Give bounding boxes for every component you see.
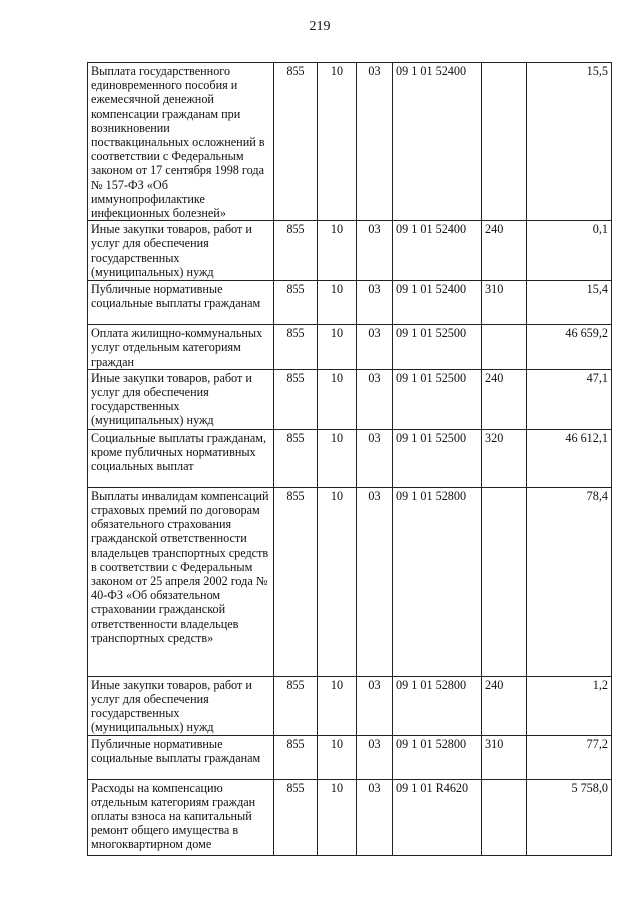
expense-type-cell [482,779,527,855]
expense-type-cell: 240 [482,221,527,281]
row-name-cell: Расходы на компенсацию отдельным категориям граждан оплаты взноса на капитальный ремонт общего имущества в многоквартирном доме [88,779,274,855]
section-cell: 10 [318,779,357,855]
table-row [88,369,612,429]
target-article-cell: 09 1 01 52400 [393,281,482,325]
amount-cell: 46 659,2 [527,325,612,370]
expense-type-cell: 240 [482,369,527,429]
expense-type-cell: 310 [482,281,527,325]
ved-cell: 855 [274,429,318,487]
amount-cell: 77,2 [527,735,612,779]
target-article-cell: 09 1 01 52500 [393,369,482,429]
ved-cell: 855 [274,779,318,855]
target-article-cell: 09 1 01 52800 [393,676,482,735]
amount-cell: 47,1 [527,369,612,429]
row-name-cell: Публичные нормативные социальные выплаты гражданам [88,735,274,779]
row-name-cell: Иные закупки товаров, работ и услуг для обеспечения государственных (муниципальных) нужд [88,676,274,735]
expense-type-cell [482,325,527,370]
subsection-cell: 03 [357,735,393,779]
section-cell: 10 [318,487,357,676]
ved-cell: 855 [274,325,318,370]
row-name-cell: Выплата государственного единовременного пособия и ежемесячной денежной компенсации гражданам при возникновении поствакцинальных осложнений в соответствии с Федеральным законом от 17 сентября 1998 года № 157-ФЗ «Об иммунопрофилактике инфекционных болезней» [88,63,274,221]
amount-cell: 15,5 [527,63,612,221]
expense-type-cell [482,487,527,676]
table-row [88,735,612,779]
amount-cell: 46 612,1 [527,429,612,487]
table-row [88,63,612,221]
section-cell: 10 [318,735,357,779]
ved-cell: 855 [274,281,318,325]
subsection-cell: 03 [357,779,393,855]
ved-cell: 855 [274,63,318,221]
table-row [88,281,612,325]
target-article-cell: 09 1 01 52400 [393,63,482,221]
subsection-cell: 03 [357,369,393,429]
section-cell: 10 [318,325,357,370]
subsection-cell: 03 [357,281,393,325]
target-article-cell: 09 1 01 52400 [393,221,482,281]
table-row [88,676,612,735]
amount-cell: 5 758,0 [527,779,612,855]
ved-cell: 855 [274,676,318,735]
subsection-cell: 03 [357,429,393,487]
target-article-cell: 09 1 01 52500 [393,325,482,370]
table-row [88,325,612,370]
amount-cell: 1,2 [527,676,612,735]
target-article-cell: 09 1 01 52800 [393,487,482,676]
section-cell: 10 [318,63,357,221]
budget-table [87,62,612,856]
ved-cell: 855 [274,369,318,429]
table-row [88,487,612,676]
page-number: 219 [309,19,331,34]
subsection-cell: 03 [357,221,393,281]
expense-type-cell [482,63,527,221]
expense-type-cell: 240 [482,676,527,735]
section-cell: 10 [318,281,357,325]
amount-cell: 15,4 [527,281,612,325]
ved-cell: 855 [274,735,318,779]
row-name-cell: Оплата жилищно-коммунальных услуг отдельным категориям граждан [88,325,274,370]
row-name-cell: Выплаты инвалидам компенсаций страховых премий по договорам обязательного страхования гражданской ответственности владельцев транспортных средств в соответствии с Федеральным законом от 25 апреля 2002 года № 40-ФЗ «Об обязательном страховании гражданской ответственности владельцев транспортных средств» [88,487,274,676]
expense-type-cell: 310 [482,735,527,779]
target-article-cell: 09 1 01 52800 [393,735,482,779]
row-name-cell: Иные закупки товаров, работ и услуг для обеспечения государственных (муниципальных) нужд [88,369,274,429]
row-name-cell: Публичные нормативные социальные выплаты гражданам [88,281,274,325]
subsection-cell: 03 [357,487,393,676]
subsection-cell: 03 [357,63,393,221]
target-article-cell: 09 1 01 52500 [393,429,482,487]
section-cell: 10 [318,369,357,429]
subsection-cell: 03 [357,676,393,735]
table-row [88,429,612,487]
ved-cell: 855 [274,487,318,676]
section-cell: 10 [318,429,357,487]
ved-cell: 855 [274,221,318,281]
amount-cell: 78,4 [527,487,612,676]
row-name-cell: Социальные выплаты гражданам, кроме публичных нормативных социальных выплат [88,429,274,487]
row-name-cell: Иные закупки товаров, работ и услуг для обеспечения государственных (муниципальных) нужд [88,221,274,281]
table-row [88,779,612,855]
expense-type-cell: 320 [482,429,527,487]
amount-cell: 0,1 [527,221,612,281]
section-cell: 10 [318,221,357,281]
target-article-cell: 09 1 01 R4620 [393,779,482,855]
subsection-cell: 03 [357,325,393,370]
section-cell: 10 [318,676,357,735]
table-row [88,221,612,281]
